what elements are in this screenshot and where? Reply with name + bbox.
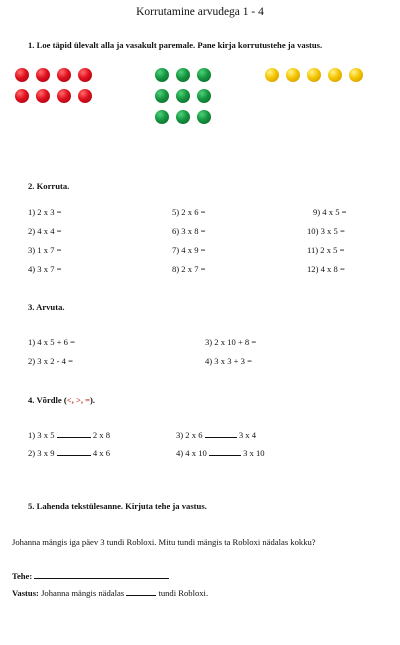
blank-line[interactable] <box>57 455 91 456</box>
task2-item-12: 12) 4 x 8 = <box>307 264 345 274</box>
blank-line[interactable] <box>205 437 237 438</box>
yellow-dot <box>349 68 363 82</box>
task5-heading: 5. Lahenda tekstülesanne. Kirjuta tehe ja vastus. <box>28 501 207 511</box>
task4-item-3: 3) 2 x 6 3 x 4 <box>176 430 256 440</box>
green-dot <box>197 89 211 103</box>
green-dot <box>155 68 169 82</box>
task3-item-1: 1) 4 x 5 + 6 = <box>28 337 75 347</box>
task4-item-4: 4) 4 x 10 3 x 10 <box>176 448 265 458</box>
task2-item-10: 10) 3 x 5 = <box>307 226 345 236</box>
task2-item-1: 1) 2 x 3 = <box>28 207 62 217</box>
red-dot <box>57 89 71 103</box>
task4-item-1: 1) 3 x 5 2 x 8 <box>28 430 110 440</box>
dot-group-red <box>15 68 99 110</box>
task4-item-2: 2) 3 x 9 4 x 6 <box>28 448 110 458</box>
yellow-dot <box>307 68 321 82</box>
red-dot <box>57 68 71 82</box>
task2-item-11: 11) 2 x 5 = <box>307 245 345 255</box>
task3-heading: 3. Arvuta. <box>28 302 65 312</box>
red-dot <box>78 68 92 82</box>
task2-item-2: 2) 4 x 4 = <box>28 226 62 236</box>
yellow-dot <box>286 68 300 82</box>
vastus-answer-line[interactable] <box>126 595 156 596</box>
task5-problem: Johanna mängis iga päev 3 tundi Robloxi. Mitu tundi mängis ta Robloxi nädalas kokku? <box>12 537 316 547</box>
dot-group-green <box>155 68 218 131</box>
green-dot <box>176 110 190 124</box>
yellow-dot <box>328 68 342 82</box>
tehe-row: Tehe: <box>12 571 169 581</box>
red-dot <box>15 89 29 103</box>
blank-line[interactable] <box>209 455 241 456</box>
green-dot <box>197 68 211 82</box>
dot-group-yellow <box>265 68 370 89</box>
vastus-row: Vastus: Johanna mängis nädalas tundi Robloxi. <box>12 588 209 598</box>
task3-item-4: 4) 3 x 3 + 3 = <box>205 356 252 366</box>
green-dot <box>155 89 169 103</box>
red-dot <box>15 68 29 82</box>
task2-item-6: 6) 3 x 8 = <box>172 226 206 236</box>
red-dot <box>78 89 92 103</box>
task4-heading: 4. Võrdle (<, >, =). <box>28 395 96 405</box>
green-dot <box>176 89 190 103</box>
green-dot <box>155 110 169 124</box>
tehe-answer-line[interactable] <box>34 578 169 579</box>
blank-line[interactable] <box>57 437 91 438</box>
task2-item-7: 7) 4 x 9 = <box>172 245 206 255</box>
green-dot <box>197 110 211 124</box>
task2-item-8: 8) 2 x 7 = <box>172 264 206 274</box>
task3-item-3: 3) 2 x 10 + 8 = <box>205 337 257 347</box>
red-dot <box>36 68 50 82</box>
task2-item-3: 3) 1 x 7 = <box>28 245 62 255</box>
task1-heading: 1. Loe täpid ülevalt alla ja vasakult paremale. Pane kirja korrutustehe ja vastus. <box>28 40 323 50</box>
task2-item-9: 9) 4 x 5 = <box>313 207 347 217</box>
task3-item-2: 2) 3 x 2 - 4 = <box>28 356 73 366</box>
task2-item-4: 4) 3 x 7 = <box>28 264 62 274</box>
red-dot <box>36 89 50 103</box>
task2-item-5: 5) 2 x 6 = <box>172 207 206 217</box>
yellow-dot <box>265 68 279 82</box>
green-dot <box>176 68 190 82</box>
page-title: Korrutamine arvudega 1 - 4 <box>136 6 264 18</box>
task2-heading: 2. Korruta. <box>28 181 70 191</box>
